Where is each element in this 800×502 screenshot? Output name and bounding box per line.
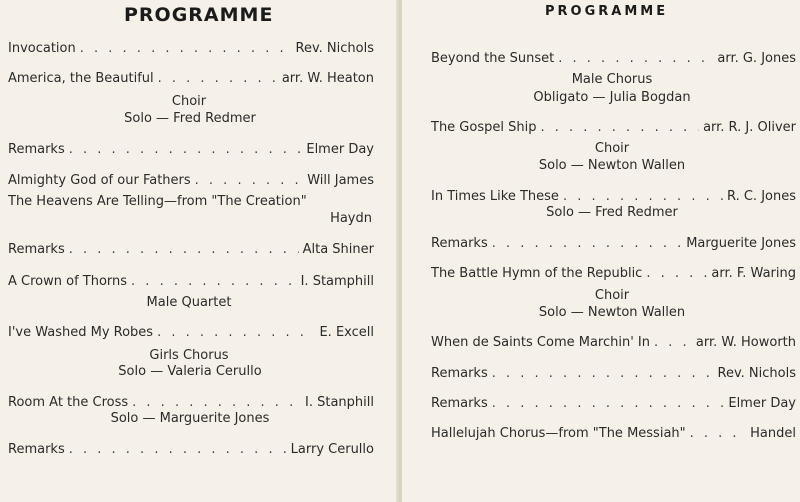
item-title: I've Washed My Robes xyxy=(8,325,154,340)
program-item-almighty-god xyxy=(8,173,374,189)
leader-dots xyxy=(654,335,692,351)
item-title: Remarks xyxy=(8,142,65,157)
item-subline: Solo — Marguerite Jones xyxy=(110,411,270,426)
program-item-america xyxy=(8,71,374,87)
item-credit: Elmer Day xyxy=(728,396,796,411)
item-subline: Male Quartet xyxy=(146,295,232,310)
program-item-remarks xyxy=(8,442,374,458)
item-credit: Marguerite Jones xyxy=(686,236,796,251)
leader-dots xyxy=(492,366,714,382)
leader-dots xyxy=(195,173,304,189)
leader-dots xyxy=(558,51,713,67)
item-title: Remarks xyxy=(431,366,488,381)
program-item-hallelujah-chorus xyxy=(431,426,796,442)
leader-dots xyxy=(80,41,292,57)
leader-dots xyxy=(158,71,278,87)
program-item-remarks xyxy=(431,396,796,412)
item-credit: R. C. Jones xyxy=(727,189,796,204)
item-credit: Alta Shiner xyxy=(302,242,374,257)
item-credit: Elmer Day xyxy=(306,142,374,157)
item-subline: Girls Chorus xyxy=(149,348,229,363)
program-item-invocation xyxy=(8,41,374,57)
item-credit: E. Excell xyxy=(319,325,374,340)
item-subline: Choir xyxy=(594,288,630,303)
item-title: When de Saints Come Marchin' In xyxy=(431,335,651,350)
program-item-gospel-ship xyxy=(431,120,796,136)
leader-dots xyxy=(540,120,699,136)
item-subline: Solo — Valeria Cerullo xyxy=(118,364,262,379)
item-subline: Choir xyxy=(171,94,207,109)
leader-dots xyxy=(492,236,682,252)
program-item-remarks xyxy=(8,242,374,258)
left-programme-heading: PROGRAMME xyxy=(124,4,274,26)
item-credit: Handel xyxy=(750,426,796,441)
item-credit: I. Stamphill xyxy=(300,274,374,289)
program-item-washed-my-robes xyxy=(8,325,374,341)
program-item-remarks xyxy=(431,236,796,252)
item-title: America, the Beautiful xyxy=(8,71,154,86)
leader-dots xyxy=(69,242,299,258)
item-credit: arr. F. Waring xyxy=(711,266,796,281)
program-item-crown-of-thorns xyxy=(8,274,374,290)
item-title: The Battle Hymn of the Republic xyxy=(431,266,643,281)
leader-dots xyxy=(132,395,301,411)
item-subline: Solo — Fred Redmer xyxy=(124,111,256,126)
program-item-battle-hymn xyxy=(431,266,796,282)
item-title: Invocation xyxy=(8,41,76,56)
item-subline: Solo — Newton Wallen xyxy=(538,158,686,173)
leader-dots xyxy=(492,396,725,412)
item-title: The Gospel Ship xyxy=(431,120,537,135)
item-credit: Haydn xyxy=(330,211,372,226)
leader-dots xyxy=(69,142,303,158)
leader-dots xyxy=(646,266,707,282)
item-title: The Heavens Are Telling—from "The Creation" xyxy=(8,194,307,209)
right-programme-heading: PROGRAMME xyxy=(545,4,669,19)
item-subline: Male Chorus xyxy=(571,72,653,87)
item-title: Room At the Cross xyxy=(8,395,129,410)
program-item-remarks xyxy=(8,142,374,158)
leader-dots xyxy=(563,189,723,205)
item-credit: Larry Cerullo xyxy=(290,442,374,457)
item-title: In Times Like These xyxy=(431,189,559,204)
item-subline: Solo — Newton Wallen xyxy=(538,305,686,320)
item-title: Beyond the Sunset xyxy=(431,51,555,66)
program-item-remarks xyxy=(431,366,796,382)
item-title: Hallelujah Chorus—from "The Messiah" xyxy=(431,426,686,441)
program-item-when-de-saints xyxy=(431,335,796,351)
item-credit: arr. W. Howorth xyxy=(695,335,796,350)
item-credit: Will James xyxy=(307,173,374,188)
item-subline: Choir xyxy=(594,141,630,156)
program-item-room-at-the-cross xyxy=(8,395,374,411)
item-subline: Obligato — Julia Bogdan xyxy=(533,90,691,105)
item-credit: I. Stanphill xyxy=(305,395,374,410)
leader-dots xyxy=(69,442,287,458)
program-item-in-times-like-these xyxy=(431,189,796,205)
left-page xyxy=(0,0,398,502)
program-item-beyond-the-sunset xyxy=(431,51,796,67)
leader-dots xyxy=(131,274,297,290)
item-title: Remarks xyxy=(8,442,65,457)
item-credit: Rev. Nichols xyxy=(295,41,374,56)
item-credit: arr. W. Heaton xyxy=(281,71,374,86)
item-title: Remarks xyxy=(431,396,488,411)
leader-dots xyxy=(157,325,315,341)
item-credit: Rev. Nichols xyxy=(717,366,796,381)
item-credit: arr. R. J. Oliver xyxy=(703,120,796,135)
item-title: Almighty God of our Fathers xyxy=(8,173,191,188)
leader-dots xyxy=(690,426,747,442)
item-subline: Solo — Fred Redmer xyxy=(546,205,678,220)
item-credit: arr. G. Jones xyxy=(717,51,796,66)
item-title: A Crown of Thorns xyxy=(8,274,128,289)
right-page xyxy=(402,0,800,502)
item-title: Remarks xyxy=(431,236,488,251)
item-title: Remarks xyxy=(8,242,65,257)
